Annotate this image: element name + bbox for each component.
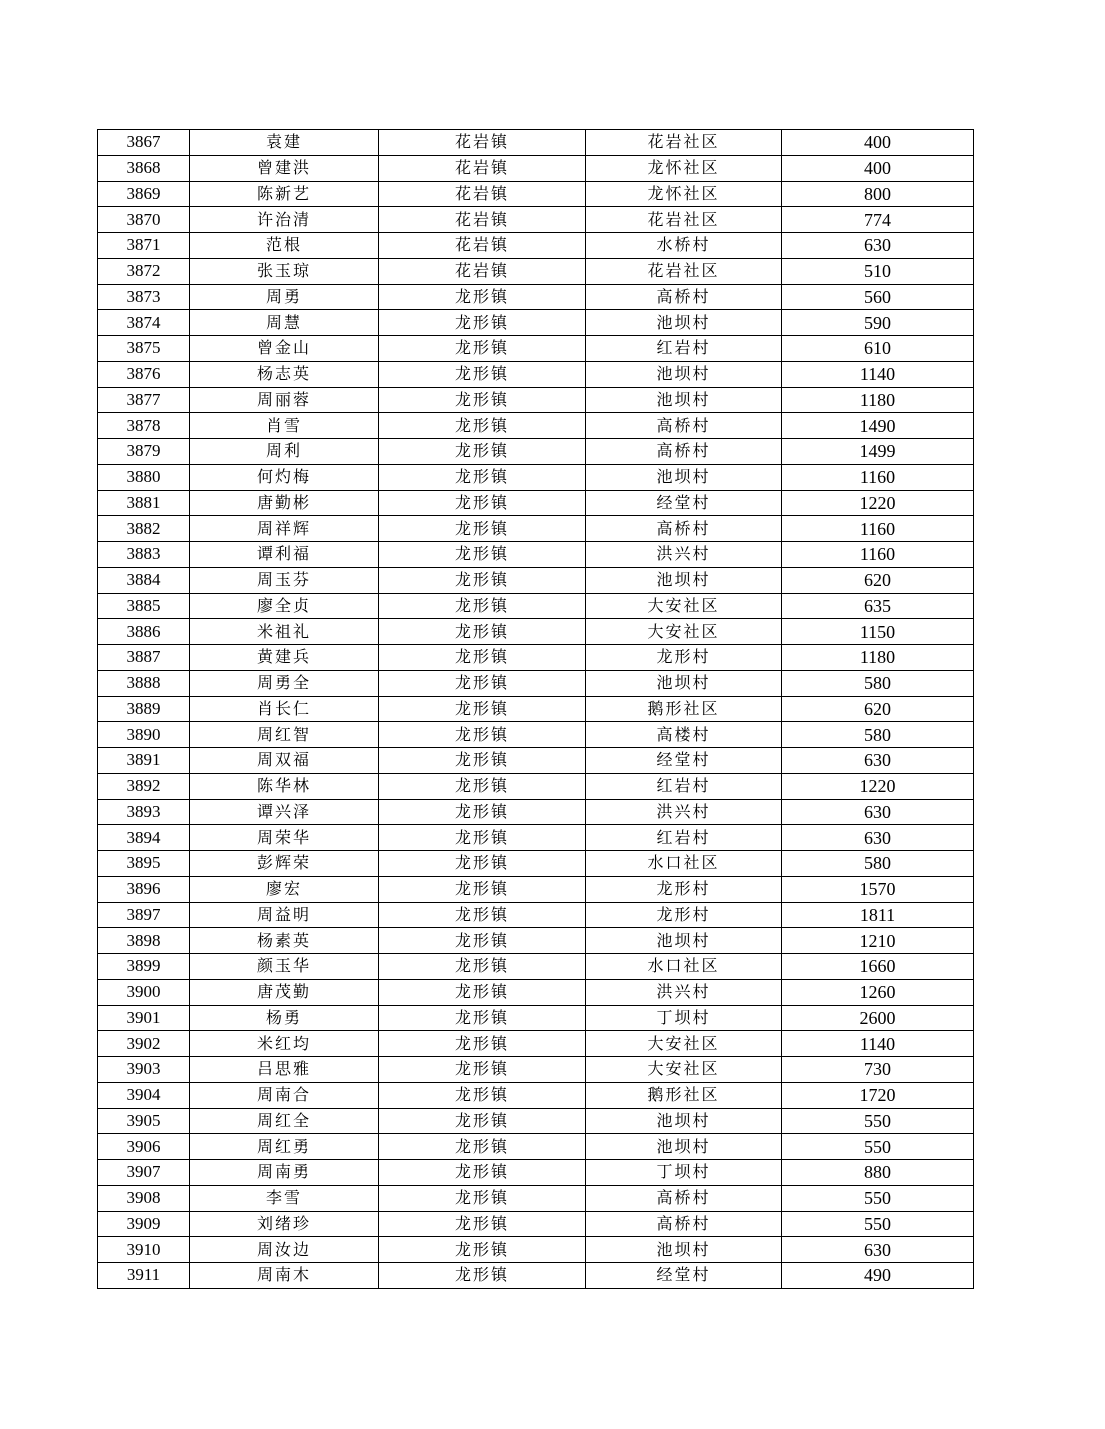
amount-cell: 1570 (782, 876, 974, 902)
town-cell: 龙形镇 (379, 490, 586, 516)
village-cell: 水口社区 (586, 851, 782, 877)
village-cell: 龙形村 (586, 876, 782, 902)
table-row (98, 130, 974, 156)
village-cell: 龙怀社区 (586, 155, 782, 181)
serial-number-cell: 3900 (98, 979, 190, 1005)
village-cell: 水口社区 (586, 954, 782, 980)
town-cell: 龙形镇 (379, 876, 586, 902)
village-cell: 丁坝村 (586, 1005, 782, 1031)
amount-cell: 1160 (782, 464, 974, 490)
serial-number-cell: 3868 (98, 155, 190, 181)
town-cell: 花岩镇 (379, 181, 586, 207)
amount-cell: 1210 (782, 928, 974, 954)
amount-cell: 490 (782, 1263, 974, 1289)
table-row (98, 799, 974, 825)
table-row (98, 1134, 974, 1160)
village-cell: 池坝村 (586, 310, 782, 336)
village-cell: 高桥村 (586, 284, 782, 310)
serial-number-cell: 3905 (98, 1108, 190, 1134)
name-cell: 周南木 (190, 1263, 379, 1289)
table-row (98, 722, 974, 748)
amount-cell: 550 (782, 1185, 974, 1211)
name-cell: 范根 (190, 233, 379, 259)
town-cell: 龙形镇 (379, 645, 586, 671)
name-cell: 曾金山 (190, 336, 379, 362)
serial-number-cell: 3881 (98, 490, 190, 516)
serial-number-cell: 3911 (98, 1263, 190, 1289)
village-cell: 经堂村 (586, 748, 782, 774)
amount-cell: 630 (782, 748, 974, 774)
name-cell: 彭辉荣 (190, 851, 379, 877)
serial-number-cell: 3872 (98, 258, 190, 284)
table-row (98, 361, 974, 387)
town-cell: 龙形镇 (379, 516, 586, 542)
name-cell: 肖长仁 (190, 696, 379, 722)
serial-number-cell: 3883 (98, 542, 190, 568)
name-cell: 周汝边 (190, 1237, 379, 1263)
village-cell: 龙形村 (586, 902, 782, 928)
name-cell: 杨志英 (190, 361, 379, 387)
serial-number-cell: 3908 (98, 1185, 190, 1211)
table-row (98, 1237, 974, 1263)
name-cell: 米红均 (190, 1031, 379, 1057)
village-cell: 池坝村 (586, 670, 782, 696)
village-cell: 池坝村 (586, 387, 782, 413)
amount-cell: 1720 (782, 1082, 974, 1108)
town-cell: 龙形镇 (379, 542, 586, 568)
village-cell: 高桥村 (586, 516, 782, 542)
serial-number-cell: 3878 (98, 413, 190, 439)
amount-cell: 610 (782, 336, 974, 362)
amount-cell: 1180 (782, 645, 974, 671)
town-cell: 龙形镇 (379, 748, 586, 774)
table-row (98, 645, 974, 671)
name-cell: 周双福 (190, 748, 379, 774)
name-cell: 米祖礼 (190, 619, 379, 645)
serial-number-cell: 3880 (98, 464, 190, 490)
town-cell: 龙形镇 (379, 1005, 586, 1031)
name-cell: 周红智 (190, 722, 379, 748)
village-cell: 鹅形社区 (586, 696, 782, 722)
town-cell: 龙形镇 (379, 1237, 586, 1263)
table-row (98, 516, 974, 542)
village-cell: 红岩村 (586, 825, 782, 851)
name-cell: 周勇全 (190, 670, 379, 696)
serial-number-cell: 3909 (98, 1211, 190, 1237)
amount-cell: 580 (782, 851, 974, 877)
village-cell: 池坝村 (586, 1134, 782, 1160)
serial-number-cell: 3897 (98, 902, 190, 928)
name-cell: 肖雪 (190, 413, 379, 439)
table-row (98, 387, 974, 413)
table-row (98, 670, 974, 696)
village-cell: 红岩村 (586, 773, 782, 799)
name-cell: 颜玉华 (190, 954, 379, 980)
table-row (98, 1160, 974, 1186)
serial-number-cell: 3874 (98, 310, 190, 336)
town-cell: 龙形镇 (379, 619, 586, 645)
town-cell: 龙形镇 (379, 1108, 586, 1134)
table-row (98, 696, 974, 722)
amount-cell: 580 (782, 722, 974, 748)
village-cell: 池坝村 (586, 361, 782, 387)
table-row (98, 902, 974, 928)
table-row (98, 619, 974, 645)
serial-number-cell: 3892 (98, 773, 190, 799)
amount-cell: 400 (782, 155, 974, 181)
serial-number-cell: 3885 (98, 593, 190, 619)
amount-cell: 1140 (782, 1031, 974, 1057)
name-cell: 黄建兵 (190, 645, 379, 671)
serial-number-cell: 3887 (98, 645, 190, 671)
village-cell: 池坝村 (586, 928, 782, 954)
town-cell: 龙形镇 (379, 773, 586, 799)
village-cell: 花岩社区 (586, 207, 782, 233)
amount-cell: 550 (782, 1108, 974, 1134)
serial-number-cell: 3875 (98, 336, 190, 362)
serial-number-cell: 3901 (98, 1005, 190, 1031)
village-cell: 龙形村 (586, 645, 782, 671)
table-row (98, 542, 974, 568)
amount-cell: 580 (782, 670, 974, 696)
serial-number-cell: 3876 (98, 361, 190, 387)
table-row (98, 876, 974, 902)
village-cell: 大安社区 (586, 1031, 782, 1057)
serial-number-cell: 3904 (98, 1082, 190, 1108)
table-row (98, 1057, 974, 1083)
amount-cell: 550 (782, 1211, 974, 1237)
town-cell: 龙形镇 (379, 1031, 586, 1057)
table-row (98, 155, 974, 181)
town-cell: 龙形镇 (379, 851, 586, 877)
serial-number-cell: 3870 (98, 207, 190, 233)
amount-cell: 1220 (782, 773, 974, 799)
village-cell: 洪兴村 (586, 979, 782, 1005)
village-cell: 池坝村 (586, 1108, 782, 1134)
table-row (98, 284, 974, 310)
serial-number-cell: 3886 (98, 619, 190, 645)
serial-number-cell: 3893 (98, 799, 190, 825)
table-row (98, 310, 974, 336)
serial-number-cell: 3867 (98, 130, 190, 156)
amount-cell: 1150 (782, 619, 974, 645)
amount-cell: 1490 (782, 413, 974, 439)
town-cell: 龙形镇 (379, 567, 586, 593)
amount-cell: 730 (782, 1057, 974, 1083)
amount-cell: 630 (782, 825, 974, 851)
name-cell: 周利 (190, 439, 379, 465)
town-cell: 龙形镇 (379, 1211, 586, 1237)
table-row (98, 258, 974, 284)
table-row (98, 979, 974, 1005)
name-cell: 周南勇 (190, 1160, 379, 1186)
table-row (98, 336, 974, 362)
village-cell: 洪兴村 (586, 799, 782, 825)
amount-cell: 2600 (782, 1005, 974, 1031)
village-cell: 红岩村 (586, 336, 782, 362)
amount-cell: 1499 (782, 439, 974, 465)
table-row (98, 954, 974, 980)
town-cell: 龙形镇 (379, 902, 586, 928)
town-cell: 龙形镇 (379, 1160, 586, 1186)
town-cell: 龙形镇 (379, 696, 586, 722)
name-cell: 陈新艺 (190, 181, 379, 207)
village-cell: 池坝村 (586, 1237, 782, 1263)
name-cell: 唐勤彬 (190, 490, 379, 516)
village-cell: 大安社区 (586, 593, 782, 619)
serial-number-cell: 3899 (98, 954, 190, 980)
name-cell: 周祥辉 (190, 516, 379, 542)
table-row (98, 593, 974, 619)
town-cell: 花岩镇 (379, 233, 586, 259)
town-cell: 花岩镇 (379, 130, 586, 156)
town-cell: 龙形镇 (379, 284, 586, 310)
village-cell: 大安社区 (586, 619, 782, 645)
town-cell: 龙形镇 (379, 825, 586, 851)
amount-cell: 510 (782, 258, 974, 284)
table-row (98, 1263, 974, 1289)
amount-cell: 400 (782, 130, 974, 156)
village-cell: 高楼村 (586, 722, 782, 748)
town-cell: 龙形镇 (379, 387, 586, 413)
village-cell: 水桥村 (586, 233, 782, 259)
name-cell: 周荣华 (190, 825, 379, 851)
table-row (98, 567, 974, 593)
amount-cell: 1160 (782, 516, 974, 542)
amount-cell: 620 (782, 567, 974, 593)
serial-number-cell: 3882 (98, 516, 190, 542)
name-cell: 曾建洪 (190, 155, 379, 181)
village-cell: 鹅形社区 (586, 1082, 782, 1108)
town-cell: 龙形镇 (379, 310, 586, 336)
amount-cell: 800 (782, 181, 974, 207)
village-cell: 龙怀社区 (586, 181, 782, 207)
amount-cell: 630 (782, 233, 974, 259)
name-cell: 李雪 (190, 1185, 379, 1211)
table-body (98, 130, 974, 1289)
name-cell: 周红全 (190, 1108, 379, 1134)
table-row (98, 439, 974, 465)
name-cell: 唐茂勤 (190, 979, 379, 1005)
town-cell: 龙形镇 (379, 799, 586, 825)
name-cell: 周玉芬 (190, 567, 379, 593)
name-cell: 袁建 (190, 130, 379, 156)
table-row (98, 1211, 974, 1237)
serial-number-cell: 3890 (98, 722, 190, 748)
name-cell: 廖宏 (190, 876, 379, 902)
name-cell: 刘绪珍 (190, 1211, 379, 1237)
amount-cell: 774 (782, 207, 974, 233)
amount-cell: 560 (782, 284, 974, 310)
town-cell: 龙形镇 (379, 1263, 586, 1289)
serial-number-cell: 3898 (98, 928, 190, 954)
name-cell: 周红勇 (190, 1134, 379, 1160)
name-cell: 廖全贞 (190, 593, 379, 619)
name-cell: 许治清 (190, 207, 379, 233)
town-cell: 龙形镇 (379, 1185, 586, 1211)
amount-cell: 620 (782, 696, 974, 722)
serial-number-cell: 3884 (98, 567, 190, 593)
table-row (98, 1005, 974, 1031)
name-cell: 周勇 (190, 284, 379, 310)
table-row (98, 464, 974, 490)
serial-number-cell: 3902 (98, 1031, 190, 1057)
village-cell: 经堂村 (586, 1263, 782, 1289)
town-cell: 龙形镇 (379, 670, 586, 696)
amount-cell: 1140 (782, 361, 974, 387)
amount-cell: 630 (782, 1237, 974, 1263)
town-cell: 龙形镇 (379, 1082, 586, 1108)
village-cell: 丁坝村 (586, 1160, 782, 1186)
town-cell: 龙形镇 (379, 1134, 586, 1160)
table-row (98, 1185, 974, 1211)
amount-cell: 1220 (782, 490, 974, 516)
town-cell: 龙形镇 (379, 928, 586, 954)
serial-number-cell: 3896 (98, 876, 190, 902)
amount-cell: 1160 (782, 542, 974, 568)
amount-cell: 1660 (782, 954, 974, 980)
serial-number-cell: 3895 (98, 851, 190, 877)
village-cell: 高桥村 (586, 413, 782, 439)
table-row (98, 207, 974, 233)
serial-number-cell: 3903 (98, 1057, 190, 1083)
name-cell: 谭利福 (190, 542, 379, 568)
serial-number-cell: 3888 (98, 670, 190, 696)
amount-cell: 880 (782, 1160, 974, 1186)
town-cell: 花岩镇 (379, 155, 586, 181)
amount-cell: 635 (782, 593, 974, 619)
amount-cell: 1180 (782, 387, 974, 413)
name-cell: 杨素英 (190, 928, 379, 954)
village-cell: 池坝村 (586, 567, 782, 593)
table-row (98, 851, 974, 877)
name-cell: 吕思雅 (190, 1057, 379, 1083)
village-cell: 高桥村 (586, 439, 782, 465)
table-row (98, 1108, 974, 1134)
table-row (98, 1031, 974, 1057)
serial-number-cell: 3879 (98, 439, 190, 465)
serial-number-cell: 3907 (98, 1160, 190, 1186)
town-cell: 龙形镇 (379, 593, 586, 619)
town-cell: 龙形镇 (379, 464, 586, 490)
name-cell: 周慧 (190, 310, 379, 336)
village-cell: 高桥村 (586, 1211, 782, 1237)
serial-number-cell: 3873 (98, 284, 190, 310)
town-cell: 龙形镇 (379, 722, 586, 748)
table-row (98, 233, 974, 259)
village-cell: 花岩社区 (586, 258, 782, 284)
town-cell: 花岩镇 (379, 258, 586, 284)
serial-number-cell: 3871 (98, 233, 190, 259)
name-cell: 周丽蓉 (190, 387, 379, 413)
serial-number-cell: 3877 (98, 387, 190, 413)
name-cell: 杨勇 (190, 1005, 379, 1031)
table-row (98, 748, 974, 774)
table-row (98, 181, 974, 207)
amount-cell: 1811 (782, 902, 974, 928)
serial-number-cell: 3869 (98, 181, 190, 207)
town-cell: 龙形镇 (379, 954, 586, 980)
data-table (97, 129, 974, 1289)
amount-cell: 590 (782, 310, 974, 336)
name-cell: 周南合 (190, 1082, 379, 1108)
town-cell: 龙形镇 (379, 1057, 586, 1083)
name-cell: 何灼梅 (190, 464, 379, 490)
village-cell: 池坝村 (586, 464, 782, 490)
town-cell: 龙形镇 (379, 336, 586, 362)
village-cell: 经堂村 (586, 490, 782, 516)
table-row (98, 490, 974, 516)
village-cell: 洪兴村 (586, 542, 782, 568)
name-cell: 张玉琼 (190, 258, 379, 284)
amount-cell: 1260 (782, 979, 974, 1005)
table-row (98, 825, 974, 851)
town-cell: 龙形镇 (379, 979, 586, 1005)
serial-number-cell: 3910 (98, 1237, 190, 1263)
serial-number-cell: 3894 (98, 825, 190, 851)
name-cell: 陈华林 (190, 773, 379, 799)
table-row (98, 413, 974, 439)
name-cell: 周益明 (190, 902, 379, 928)
amount-cell: 630 (782, 799, 974, 825)
town-cell: 龙形镇 (379, 413, 586, 439)
village-cell: 大安社区 (586, 1057, 782, 1083)
table-row (98, 1082, 974, 1108)
amount-cell: 550 (782, 1134, 974, 1160)
village-cell: 高桥村 (586, 1185, 782, 1211)
village-cell: 花岩社区 (586, 130, 782, 156)
town-cell: 花岩镇 (379, 207, 586, 233)
town-cell: 龙形镇 (379, 439, 586, 465)
town-cell: 龙形镇 (379, 361, 586, 387)
serial-number-cell: 3889 (98, 696, 190, 722)
table-row (98, 773, 974, 799)
table-row (98, 928, 974, 954)
serial-number-cell: 3891 (98, 748, 190, 774)
serial-number-cell: 3906 (98, 1134, 190, 1160)
name-cell: 谭兴泽 (190, 799, 379, 825)
